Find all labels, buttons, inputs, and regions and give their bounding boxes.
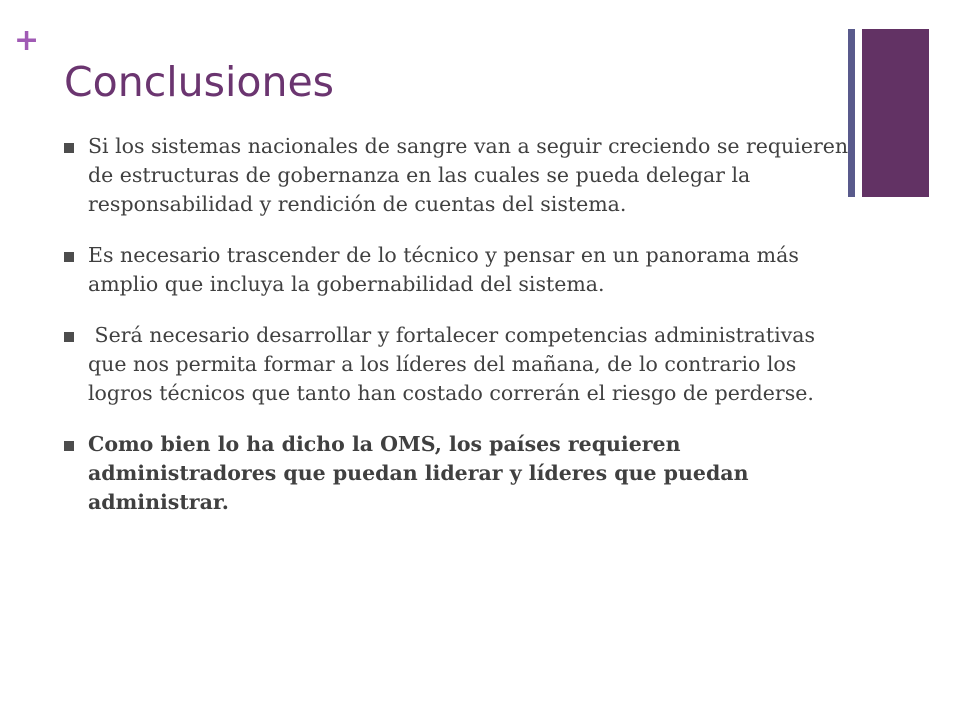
square-bullet-icon xyxy=(64,332,74,342)
bullet-item xyxy=(64,241,850,299)
square-bullet-icon xyxy=(64,252,74,262)
bullet-item xyxy=(64,430,850,517)
bullet-text: Es necesario trascender de lo técnico y pensar en un panorama más amplio que incluya la gobernabilidad del sistema. xyxy=(88,243,799,296)
bullet-text: Como bien lo ha dicho la OMS, los países requieren administradores que puedan liderar y líderes que puedan administrar. xyxy=(88,432,749,514)
slide-title: Conclusiones xyxy=(64,58,335,106)
bullet-text: Será necesario desarrollar y fortalecer competencias administrativas que nos permita formar a los líderes del mañana, de lo contrario los logros técnicos que tanto han costado correrán el riesgo de perderse. xyxy=(88,323,822,405)
bullet-text: Si los sistemas nacionales de sangre van a seguir creciendo se requieren de estructuras de gobernanza en las cuales se pueda delegar la responsabilidad y rendición de cuentas del sistema. xyxy=(88,134,849,216)
bullet-item xyxy=(64,321,850,408)
square-bullet-icon xyxy=(64,441,74,451)
bullet-list xyxy=(64,132,850,539)
decorative-thick-bar xyxy=(862,29,929,197)
bullet-item xyxy=(64,132,850,219)
plus-icon: + xyxy=(14,23,40,58)
square-bullet-icon xyxy=(64,143,74,153)
